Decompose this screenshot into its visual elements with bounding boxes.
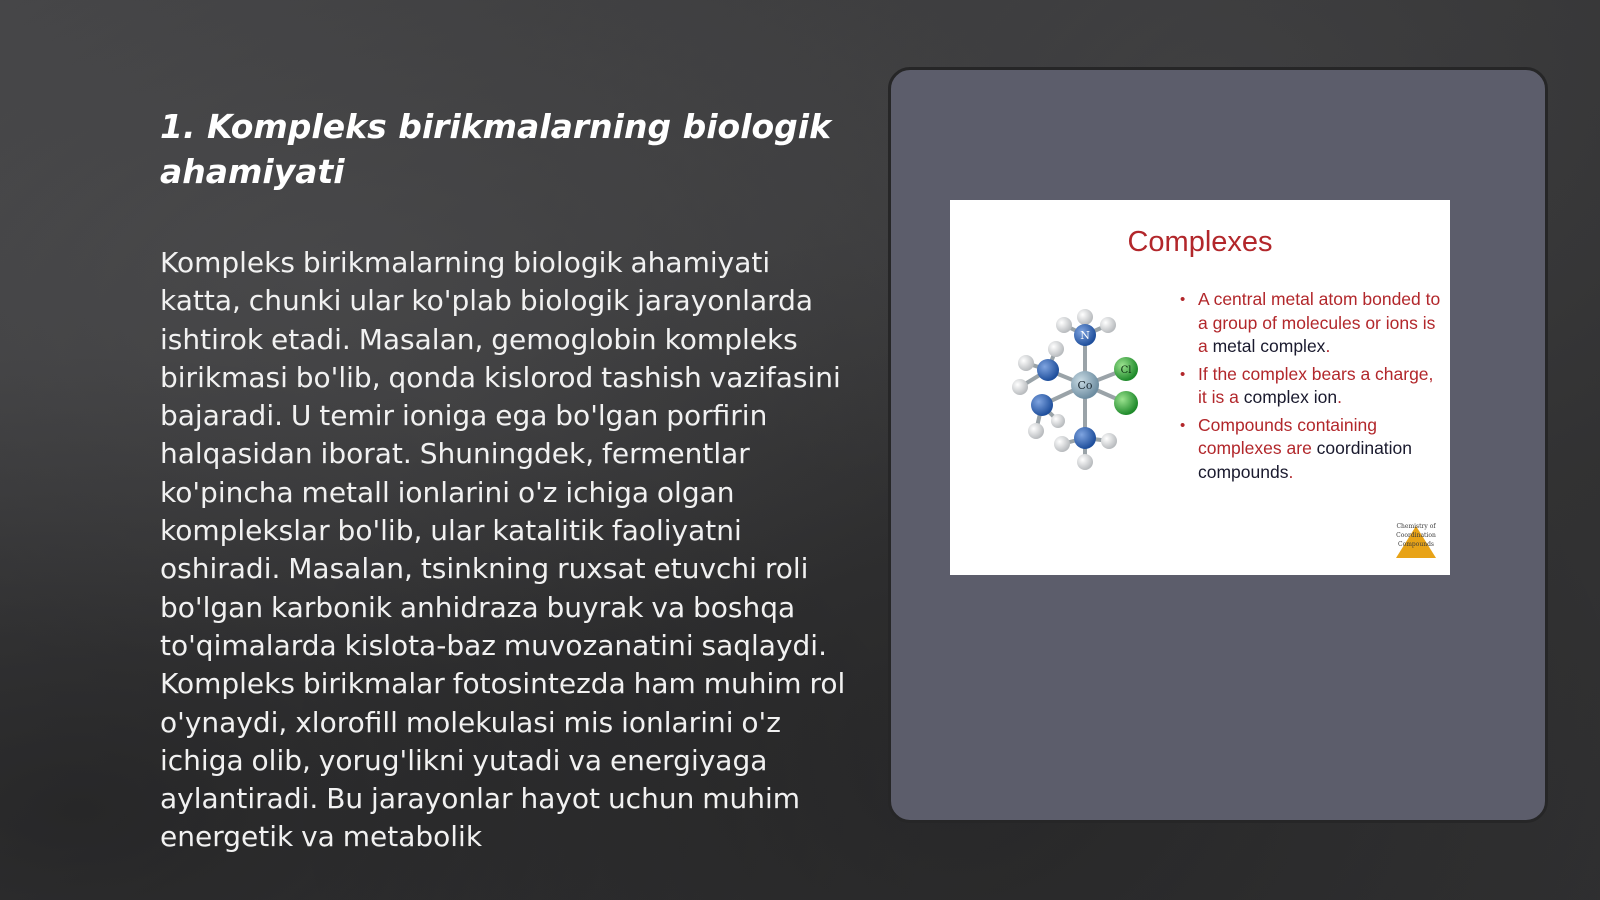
slide-body-text: Kompleks birikmalarning biologik ahamiyati katta, chunki ular ko'plab biologik jarayonlarda ishtirok etadi. Masalan, gemoglobin kompleks birikmasi bo'lib, qonda kislorod tashish vazifasini bajaradi. U temir ioniga ega bo'lgan porfirin halqasidan iborat. Shuningdek, fermentlar ko'pincha metall ionlarini o'z ichiga olgan komplekslar bo'lib, ular katalitik faoliyatni oshiradi. Masalan, tsinkning ruxsat etuvchi roli bo'lgan karbonik anhidraza buyrak va boshqa to'qimalarda kislota-baz muvozanatini saqlaydi. Kompleks birikmalar fotosintezda ham muhim rol o'ynaydi, xlorofill molekulasi mis ionlarini o'z ichiga olib, yorug'likni yutadi va energiyaga aylantiradi. Bu jarayonlar hayot uchun muhim energetik va metabolik [160, 246, 846, 854]
bullet-item [1180, 414, 1442, 485]
publisher-logo-icon [1390, 520, 1442, 560]
embedded-slide-image [950, 200, 1450, 575]
chlorine-atom-2 [1114, 391, 1138, 415]
hydrogen-atoms [1012, 309, 1117, 470]
svg-text:Compounds: Compounds [1398, 541, 1434, 548]
bullet-term: complex ion [1243, 387, 1338, 407]
bullet-end: . [1288, 461, 1294, 482]
nitrogen-label: N [1080, 329, 1090, 342]
bullet-text: If the complex bears a charge, it is a [1198, 363, 1434, 407]
bullet-text: Compounds containing complexes are [1198, 414, 1378, 458]
slide-title: 1. Kompleks birikmalarning biologik ahamiyati [160, 107, 832, 191]
bullet-text: A central metal atom bonded to a group of molecules or ions is a [1198, 289, 1441, 356]
embedded-slide-bullet-list [1180, 288, 1442, 488]
bullet-term: metal complex [1212, 336, 1326, 356]
bullet-end: . [1337, 387, 1342, 407]
bullet-end: . [1325, 336, 1331, 356]
cobalt-label: Co [1077, 379, 1093, 392]
bullet-item [1180, 363, 1442, 410]
embedded-slide-title: Complexes [1127, 226, 1273, 258]
svg-text:Coordination: Coordination [1396, 532, 1436, 539]
bullet-item [1180, 288, 1442, 359]
coordination-complex-molecule-diagram [1000, 305, 1170, 480]
bullet-term: coordination compounds [1198, 438, 1413, 482]
chlorine-label: Cl [1120, 365, 1132, 376]
svg-text:Chemistry of: Chemistry of [1396, 523, 1436, 530]
